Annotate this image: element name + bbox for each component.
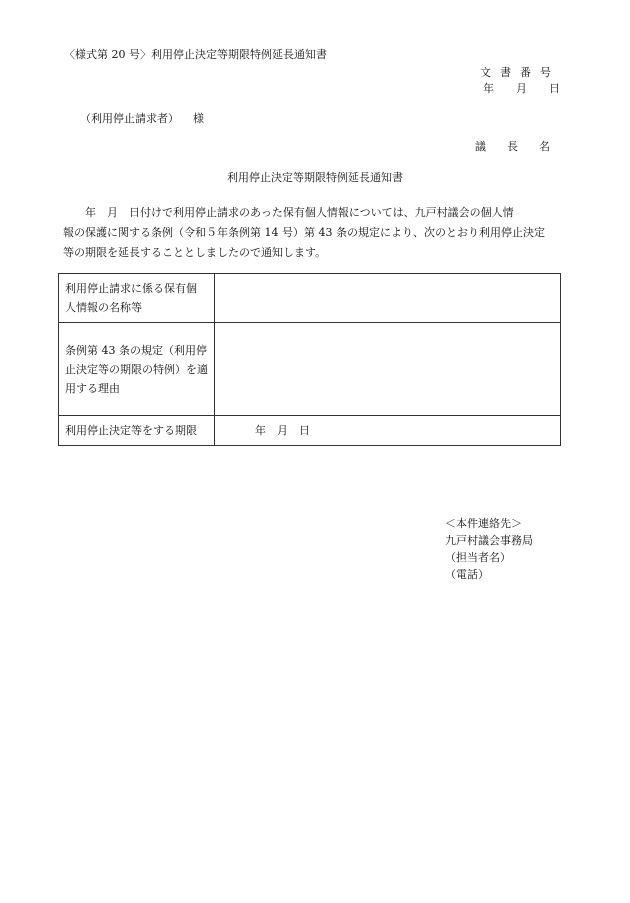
table-row xyxy=(59,323,561,416)
table-row xyxy=(59,274,561,323)
row-label: 条例第 43 条の規定（利用停 止決定等の期限の特例）を適 用する理由 xyxy=(59,323,215,416)
body-line-3: 等の期限を延長することとしましたので通知します。 xyxy=(63,246,327,259)
row-label: 利用停止決定等をする期限 xyxy=(59,416,215,446)
addressee-honorific: 様 xyxy=(193,112,204,125)
form-number: 〈様式第 20 号〉利用停止決定等期限特例延長通知書 xyxy=(64,48,327,61)
row-value xyxy=(215,323,561,416)
contact-phone: （電話） xyxy=(445,568,489,581)
chair-char-3: 名 xyxy=(539,140,550,153)
date-day: 日 xyxy=(549,82,560,95)
addressee-name: （利用停止請求者） xyxy=(80,112,179,125)
contact-heading: ＜本件連絡先＞ xyxy=(445,517,522,530)
body-line-1: 年 月 日付けで利用停止請求のあった保有個人情報については、九戸村議会の個人情 xyxy=(63,206,514,219)
addressee xyxy=(80,113,204,124)
deadline-value: 年 月 日 xyxy=(215,416,561,446)
issue-date xyxy=(483,83,560,94)
document-title: 利用停止決定等期限特例延長通知書 xyxy=(227,171,403,184)
body-text xyxy=(63,203,561,263)
date-year: 年 xyxy=(483,82,494,95)
date-month: 月 xyxy=(516,82,527,95)
contact-block xyxy=(445,515,533,583)
table-row xyxy=(59,416,561,446)
notice-table xyxy=(58,273,561,446)
chair-char-1: 議 xyxy=(475,140,486,153)
row-value xyxy=(215,274,561,323)
document-number-label: 文書番号 xyxy=(480,66,560,79)
body-line-2: 報の保護に関する条例（令和５年条例第 14 号）第 43 条の規定により、次のとおり利用停止決定 xyxy=(63,226,545,239)
row-label: 利用停止請求に係る保有個 人情報の名称等 xyxy=(59,274,215,323)
contact-office: 九戸村議会事務局 xyxy=(445,534,533,547)
chair-name xyxy=(454,141,550,152)
chair-char-2: 長 xyxy=(507,140,518,153)
contact-person: （担当者名） xyxy=(445,551,511,564)
